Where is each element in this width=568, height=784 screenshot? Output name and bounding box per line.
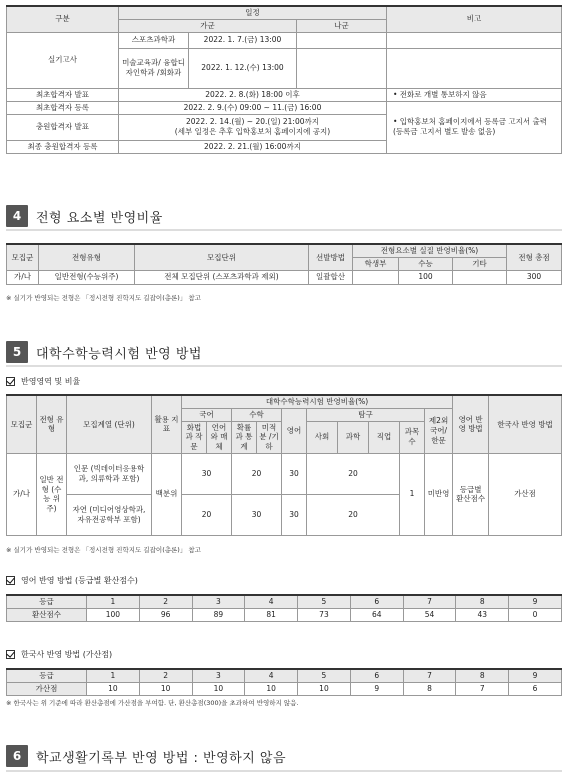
row-date-line: 2022. 2. 14.(월) ~ 20.(일) 21:00까지 (186, 117, 319, 127)
header-remarks: 비고 (387, 6, 562, 32)
header-k2: 언어와 매체 (207, 421, 232, 453)
header-ratio: 대학수학능력시험 반영비율(%) (182, 395, 453, 408)
header-csat: 수능 (399, 257, 453, 270)
english-table (6, 594, 562, 622)
row-note: • 전화로 개별 통보하지 않음 (387, 88, 562, 101)
checkbox-icon (6, 650, 15, 659)
row-date: 2022. 2. 8.(화) 18:00 이후 (119, 88, 387, 101)
grade: 3 (192, 669, 245, 682)
header-ratio: 전형요소별 실질 반영비율(%) (353, 244, 507, 257)
dept: 스포츠과학과 (119, 32, 189, 48)
cell-korean: 20 (182, 494, 232, 535)
exam-date: 2022. 1. 7.(금) 13:00 (189, 32, 297, 48)
cell-unit: 전체 모집단위 (스포츠과학과 제외) (135, 270, 309, 284)
score: 10 (245, 682, 298, 695)
section-number: 6 (6, 745, 28, 767)
grade: 6 (350, 669, 403, 682)
cell-second-lang: 미반영 (425, 453, 453, 535)
cell-field: 자연 (미디어영상학과, 자유전공학부 포함) (67, 494, 152, 535)
subheading-english (6, 575, 138, 586)
header-korean: 국어 (182, 408, 232, 421)
header-group: 모집군 (7, 395, 37, 453)
subheading-text: 반영영역 및 비율 (21, 377, 81, 386)
score-label: 환산점수 (7, 608, 87, 621)
cell-korean: 30 (182, 453, 232, 494)
cell-inquiry: 20 (307, 453, 400, 494)
grade: 1 (87, 595, 140, 608)
header-math: 수학 (232, 408, 282, 421)
section-number: 5 (6, 341, 28, 363)
header-field: 모집계열 (단위) (67, 395, 152, 453)
header-inquiry: 탐구 (307, 408, 425, 421)
header-index: 활용 지표 (152, 395, 182, 453)
section-number: 4 (6, 205, 28, 227)
subheading-text: 영어 반영 방법 (등급별 환산점수) (21, 576, 138, 585)
subheading-ratio (6, 376, 80, 387)
header-total: 전형 총점 (507, 244, 562, 270)
grade-label: 등급 (7, 595, 87, 608)
subheading-history (6, 649, 112, 660)
section5-note2: ※ 한국사는 위 기준에 따라 환산총점에 가산점을 부여함. 단, 환산총점(300)을 초과하여 반영하지 않음. (6, 699, 299, 707)
cell-school (353, 270, 399, 284)
cell-etc (453, 270, 507, 284)
score-row (7, 608, 562, 621)
row-date-line: (세부 일정은 추후 입학홍보처 홈페이지에 공지) (174, 127, 331, 136)
cell-type: 일반 전형 (수능 위주) (37, 453, 67, 535)
score: 0 (509, 608, 562, 621)
section-4-heading (6, 205, 163, 227)
divider (6, 365, 562, 367)
section-title: 학교생활기록부 반영 방법 : 반영하지 않음 (36, 750, 287, 766)
section5-note1: ※ 실기가 반영되는 전형은 「정시전형 진학지도 길잡이(총론)」 참고 (6, 546, 201, 554)
cell-inquiry: 20 (307, 494, 400, 535)
header-group: 모집군 (7, 244, 39, 270)
cell-english: 30 (282, 453, 307, 494)
row-label: 최초합격자 등록 (7, 101, 119, 114)
score: 10 (192, 682, 245, 695)
score: 73 (298, 608, 351, 621)
header-category: 구분 (7, 6, 119, 32)
row-label: 충원합격자 발표 (7, 114, 119, 140)
grade: 2 (139, 595, 192, 608)
header-second-lang: 제2외 국어/ 한문 (425, 408, 453, 453)
score: 96 (139, 608, 192, 621)
divider (6, 770, 562, 772)
header-method: 선발방법 (309, 244, 353, 270)
section-6-heading (6, 745, 286, 767)
header-job: 직업 (369, 421, 400, 453)
score: 10 (87, 682, 140, 695)
header-social: 사회 (307, 421, 338, 453)
section4-note: ※ 실기가 반영되는 전형은 「정시전형 진학지도 길잡이(총론)」 참고 (6, 294, 201, 302)
cell-group: 가/나 (7, 453, 37, 535)
score: 64 (350, 608, 403, 621)
row-note: • 입학홍보처 홈페이지에서 등록금 고지서 출력 (등록금 고지서 별도 발송 없음) (387, 101, 562, 153)
cell-math: 20 (232, 453, 282, 494)
score-row (7, 682, 562, 695)
grade: 7 (403, 595, 456, 608)
cell-total: 300 (507, 270, 562, 284)
section-5-heading (6, 341, 202, 363)
cell-group: 가/나 (7, 270, 39, 284)
score: 81 (245, 608, 298, 621)
cell-math: 30 (232, 494, 282, 535)
grade-row (7, 669, 562, 682)
score: 6 (509, 682, 562, 695)
divider (6, 229, 562, 231)
row-label: 최초합격자 발표 (7, 88, 119, 101)
header-k1: 화법과 작문 (182, 421, 207, 453)
header-schedule: 일정 (119, 6, 387, 19)
score: 7 (456, 682, 509, 695)
score-label: 가산점 (7, 682, 87, 695)
grade: 4 (245, 595, 298, 608)
header-m2: 미적분 /기하 (257, 421, 282, 453)
score: 100 (87, 608, 140, 621)
row-date (119, 114, 387, 140)
section5-table (6, 394, 562, 536)
cell-hist-method: 가산점 (489, 453, 562, 535)
row-date: 2022. 2. 21.(월) 16:00까지 (119, 140, 387, 153)
grade: 4 (245, 669, 298, 682)
subheading-text: 한국사 반영 방법 (가산점) (21, 650, 113, 659)
grade-row (7, 595, 562, 608)
header-unit: 모집단위 (135, 244, 309, 270)
score: 54 (403, 608, 456, 621)
section4-table (6, 243, 562, 285)
checkbox-icon (6, 377, 15, 386)
dept: 미술교육과/ 융합디자인학과 /회화과 (119, 48, 189, 88)
cell-csat: 100 (399, 270, 453, 284)
score: 43 (456, 608, 509, 621)
cell-field: 인문 (빅데이터응용학과, 의류학과 포함) (67, 453, 152, 494)
score: 10 (298, 682, 351, 695)
row-date: 2022. 2. 9.(수) 09:00 ~ 11.(금) 16:00 (119, 101, 387, 114)
score: 8 (403, 682, 456, 695)
row-label: 최종 충원합격자 등록 (7, 140, 119, 153)
cell-eng-method: 등급별 환산점수 (453, 453, 489, 535)
grade: 1 (87, 669, 140, 682)
cell-index: 백분위 (152, 453, 182, 535)
cell-inquiry-count: 1 (400, 453, 425, 535)
history-table (6, 668, 562, 696)
exam-date: 2022. 1. 12.(수) 13:00 (189, 48, 297, 88)
score: 9 (350, 682, 403, 695)
grade-label: 등급 (7, 669, 87, 682)
grade: 9 (509, 669, 562, 682)
header-type: 전형유형 (39, 244, 135, 270)
schedule-table (6, 5, 562, 154)
checkbox-icon (6, 576, 15, 585)
header-english: 영어 (282, 408, 307, 453)
practical-exam-label: 실기고사 (7, 32, 119, 88)
header-group-ga: 가군 (119, 19, 297, 32)
grade: 3 (192, 595, 245, 608)
header-hist-method: 한국사 반영 방법 (489, 395, 562, 453)
grade: 7 (403, 669, 456, 682)
section-title: 전형 요소별 반영비율 (36, 210, 163, 226)
grade: 6 (350, 595, 403, 608)
grade: 5 (298, 595, 351, 608)
section-title: 대학수학능력시험 반영 방법 (36, 346, 202, 362)
header-eng-method: 영어 반영 방법 (453, 395, 489, 453)
grade: 8 (456, 595, 509, 608)
grade: 5 (298, 669, 351, 682)
header-inquiry-count: 과목수 (400, 421, 425, 453)
score: 10 (139, 682, 192, 695)
header-etc: 기타 (453, 257, 507, 270)
header-m1: 확률과 통계 (232, 421, 257, 453)
score: 89 (192, 608, 245, 621)
grade: 2 (139, 669, 192, 682)
grade: 8 (456, 669, 509, 682)
grade: 9 (509, 595, 562, 608)
header-science: 과학 (338, 421, 369, 453)
header-school: 학생부 (353, 257, 399, 270)
header-type: 전형 유형 (37, 395, 67, 453)
header-group-na: 나군 (297, 19, 387, 32)
cell-type: 일반전형(수능위주) (39, 270, 135, 284)
cell-english: 30 (282, 494, 307, 535)
cell-method: 일괄합산 (309, 270, 353, 284)
